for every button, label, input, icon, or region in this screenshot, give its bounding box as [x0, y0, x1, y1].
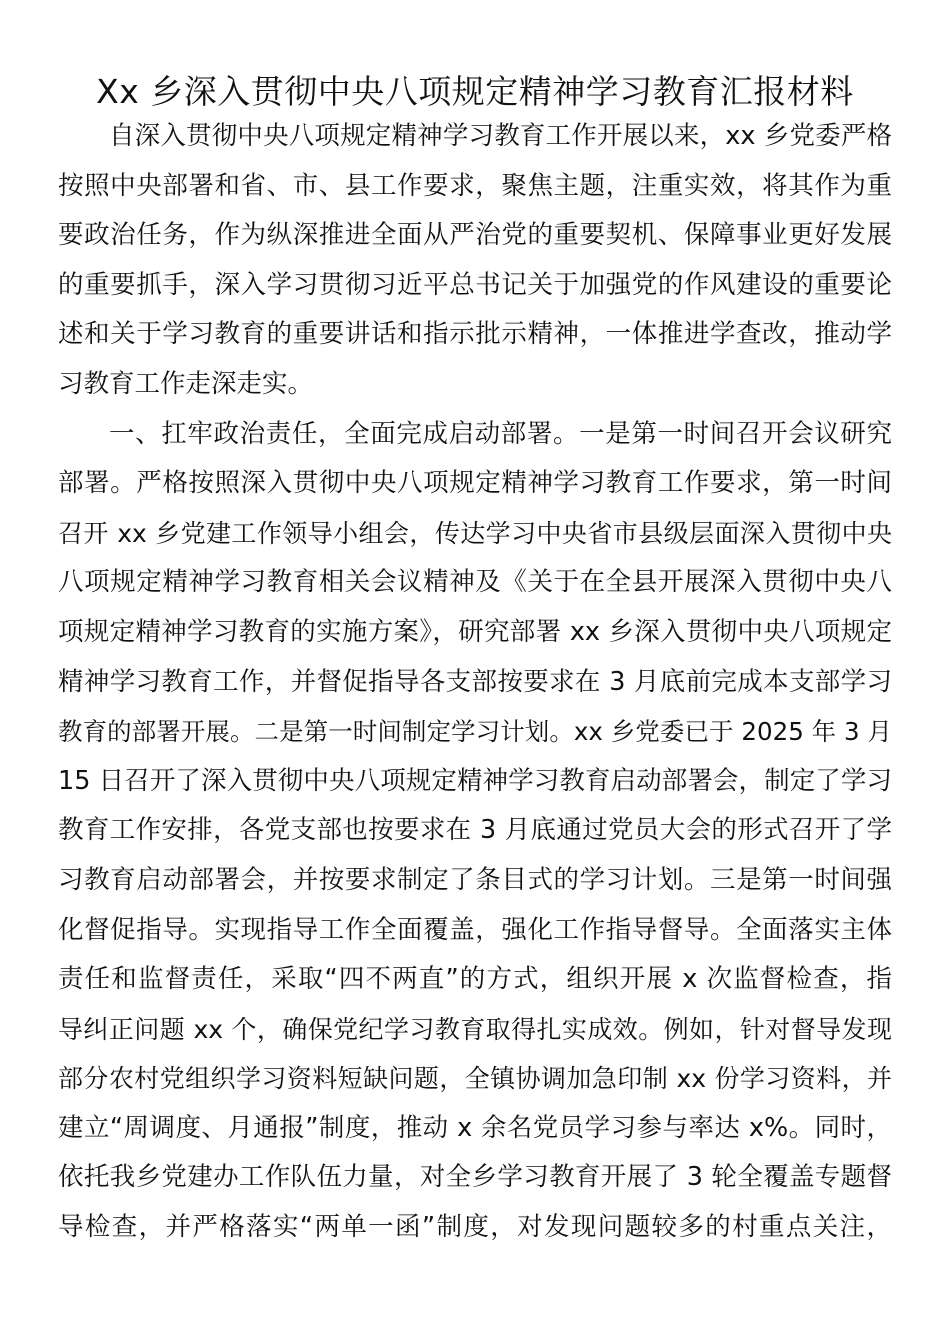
- text-line: 15 日召开了深入贯彻中央八项规定精神学习教育启动部署会，制定了学习: [58, 765, 892, 796]
- text-line: 述和关于学习教育的重要讲话和指示批示精神，一体推进学查改，推动学: [58, 319, 892, 350]
- text-line: 八项规定精神学习教育相关会议精神及《关于在全县开展深入贯彻中央八: [58, 567, 892, 598]
- text-line: 依托我乡党建办工作队伍力量，对全乡学习教育开展了 3 轮全覆盖专题督: [58, 1162, 892, 1193]
- text-line: 习教育启动部署会，并按要求制定了条目式的学习计划。三是第一时间强: [58, 864, 892, 895]
- text-line: 按照中央部署和省、市、县工作要求，聚焦主题，注重实效，将其作为重: [58, 170, 892, 201]
- document-body: [58, 112, 892, 1253]
- text-line: 精神学习教育工作，并督促指导各支部按要求在 3 月底前完成本支部学习: [58, 666, 892, 697]
- text-line: 自深入贯彻中央八项规定精神学习教育工作开展以来，xx 乡党委严格: [109, 121, 892, 151]
- text-line: 导检查，并严格落实“两单一函”制度，对发现问题较多的村重点关注，: [58, 1212, 892, 1243]
- text-line: 教育工作安排，各党支部也按要求在 3 月底通过党员大会的形式召开了学: [58, 815, 892, 846]
- text-line: 化督促指导。实现指导工作全面覆盖，强化工作指导督导。全面落实主体: [58, 914, 892, 945]
- text-line: 建立“周调度、月通报”制度，推动 x 余名党员学习参与率达 x%。同时，: [58, 1112, 892, 1143]
- text-line: 的重要抓手，深入学习贯彻习近平总书记关于加强党的作风建设的重要论: [58, 269, 892, 300]
- text-line: 要政治任务，作为纵深推进全面从严治党的重要契机、保障事业更好发展: [58, 220, 892, 251]
- text-line: 导纠正问题 xx 个，确保党纪学习教育取得扎实成效。例如，针对督导发现: [58, 1014, 892, 1044]
- document-title: Xx 乡深入贯彻中央八项规定精神学习教育汇报材料: [96, 72, 854, 111]
- text-line: 一、扛牢政治责任，全面完成启动部署。一是第一时间召开会议研究: [109, 418, 892, 449]
- text-line: 部分农村党组织学习资料短缺问题，全镇协调加急印制 xx 份学习资料，并: [58, 1064, 892, 1094]
- text-line: 召开 xx 乡党建工作领导小组会，传达学习中央省市县级层面深入贯彻中央: [58, 518, 892, 548]
- text-line: 部署。严格按照深入贯彻中央八项规定精神学习教育工作要求，第一时间: [58, 468, 892, 499]
- text-line: 习教育工作走深走实。: [58, 368, 314, 399]
- text-line: 责任和监督责任，采取“四不两直”的方式，组织开展 x 次监督检查，指: [58, 964, 892, 995]
- text-line: 项规定精神学习教育的实施方案》，研究部署 xx 乡深入贯彻中央八项规定: [58, 616, 892, 647]
- text-line: 教育的部署开展。二是第一时间制定学习计划。xx 乡党委已于 2025 年 3 月: [58, 717, 892, 747]
